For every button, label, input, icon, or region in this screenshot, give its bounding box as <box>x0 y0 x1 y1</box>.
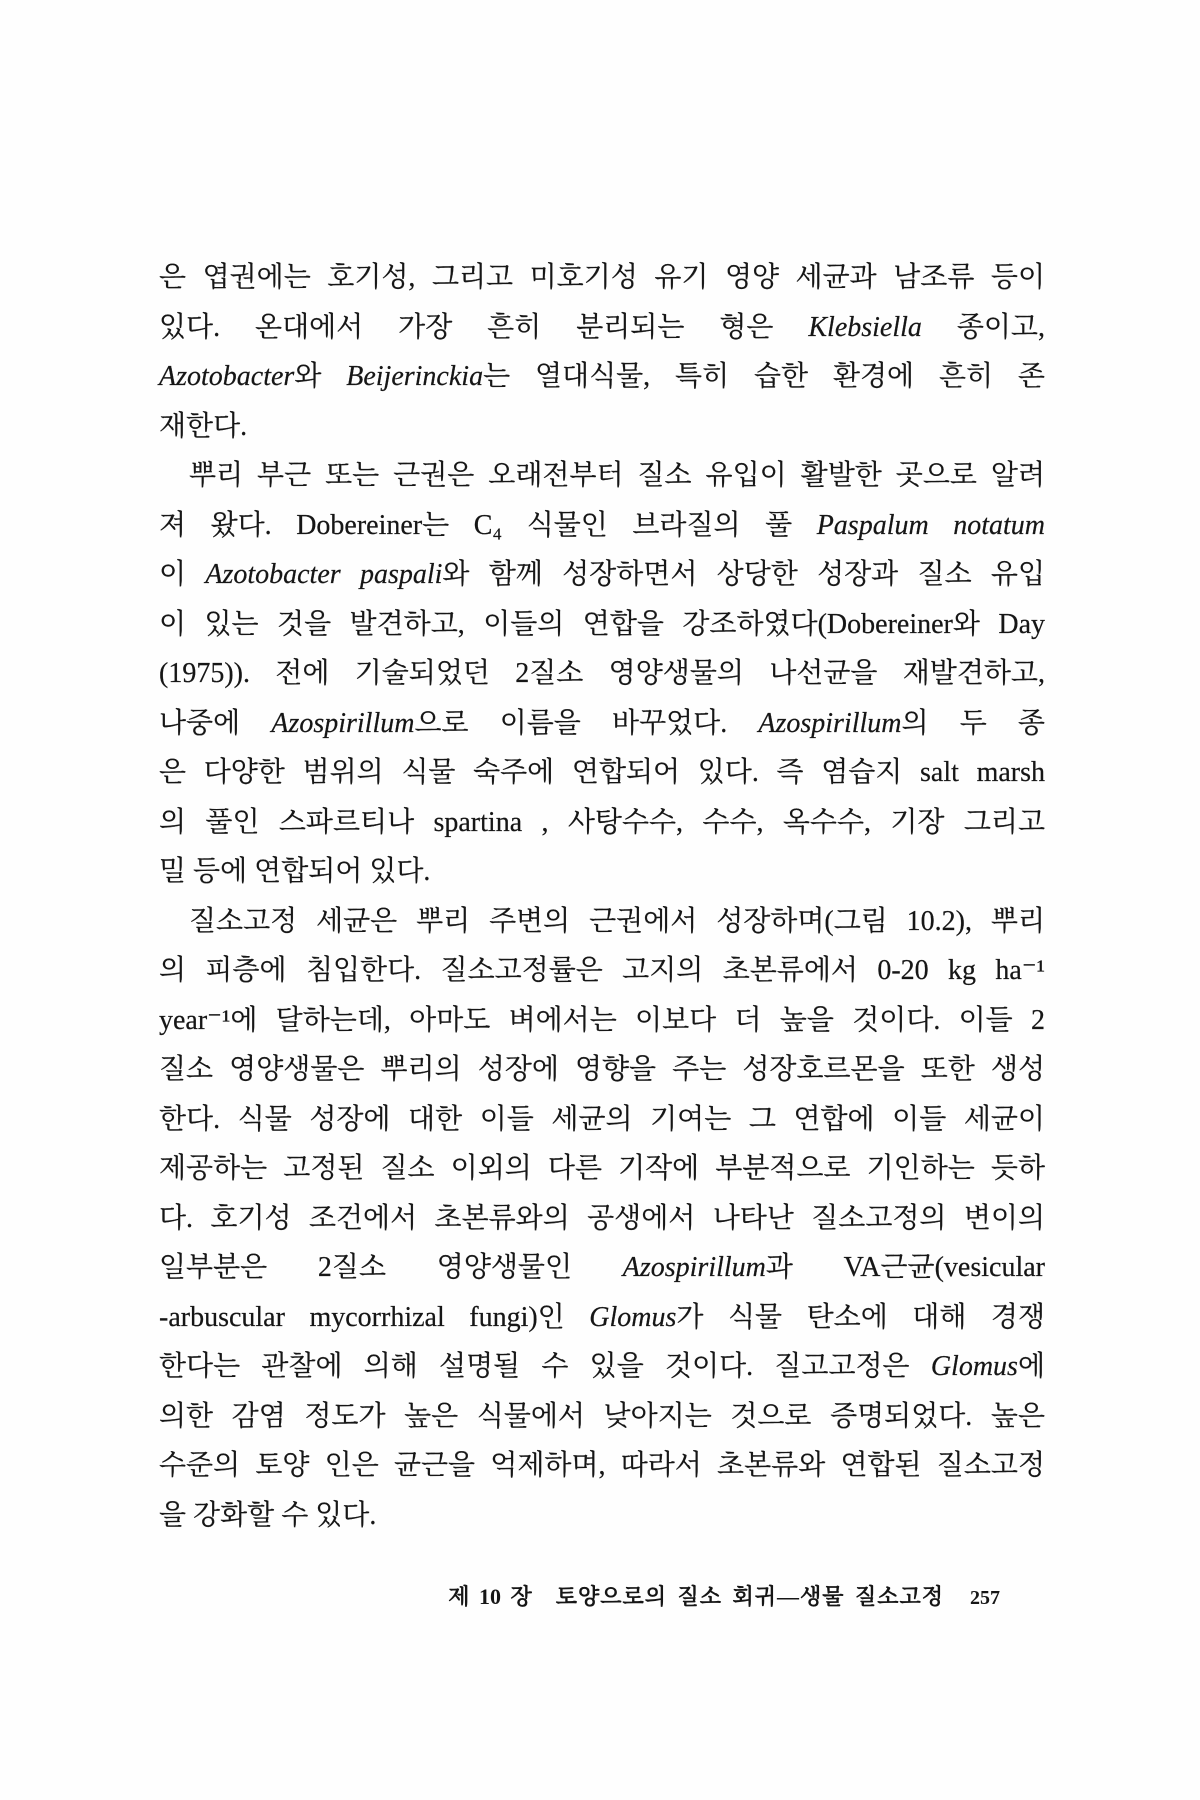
text-line <box>159 1144 1045 1194</box>
text-run: 의 피층에 침입한다. 질소고정률은 고지의 초본류에서 0-20 kg ha⁻¹ <box>159 955 1045 986</box>
chapter-title: 토양으로의 질소 회귀—생물 질소고정 <box>555 1584 944 1609</box>
text-run: 은 엽권에는 호기성, 그리고 미호기성 유기 영양 세균과 남조류 등이 <box>159 262 1045 293</box>
text-line <box>159 996 1045 1046</box>
text-run: 이 있는 것을 발견하고, 이들의 연합을 강조하였다(Dobereiner와 Day <box>159 608 1045 640</box>
italic-term: Glomus <box>930 1351 1018 1382</box>
text-line <box>159 1441 1045 1491</box>
text-run: 과 VA근균(vesicular <box>765 1252 1045 1283</box>
italic-term: Azospirillum <box>271 707 415 739</box>
text-line <box>159 402 1045 452</box>
italic-term: Klebsiella <box>808 311 922 343</box>
text-run: 가 식물 탄소에 대해 경쟁 <box>676 1301 1045 1333</box>
text-line <box>159 1342 1045 1392</box>
text-line <box>159 501 1045 551</box>
text-run: 의 두 종 <box>901 707 1045 739</box>
text-run: 다. 호기성 조건에서 초본류와의 공생에서 나타난 질소고정의 변이의 <box>159 1202 1045 1234</box>
text-line <box>159 748 1045 798</box>
text-run: 밀 등에 연합되어 있다. <box>159 856 431 887</box>
text-line <box>159 649 1045 699</box>
italic-term: Paspalum notatum <box>816 509 1045 541</box>
chapter-label: 제 10 장 <box>448 1584 532 1609</box>
text-line <box>159 1392 1045 1442</box>
text-line <box>159 600 1045 650</box>
text-run: 제공하는 고정된 질소 이외의 다른 기작에 부분적으로 기인하는 듯하 <box>159 1153 1045 1184</box>
text-run: 에 <box>1017 1351 1045 1382</box>
text-line <box>159 798 1045 848</box>
paragraph <box>159 253 1045 451</box>
text-run: 한다. 식물 성장에 대한 이들 세균의 기여는 그 연합에 이들 세균이 <box>159 1103 1045 1135</box>
text-run: 으로 이름을 바꾸었다. <box>414 707 759 739</box>
text-run: 와 함께 성장하면서 상당한 성장과 질소 유입 <box>442 559 1045 590</box>
italic-term: Azospirillum <box>758 707 902 739</box>
text-run: 질소 영양생물은 뿌리의 성장에 영향을 주는 성장호르몬을 또한 생성 <box>159 1054 1045 1085</box>
text-run: 종이고, <box>921 311 1045 343</box>
italic-term: Glomus <box>589 1301 677 1333</box>
italic-term: Azotobacter <box>159 361 295 392</box>
text-run: 수준의 토양 인은 균근을 억제하며, 따라서 초본류와 연합된 질소고정 <box>159 1450 1045 1481</box>
text-line <box>159 699 1045 749</box>
text-run: 일부분은 2질소 영양생물인 <box>159 1252 623 1283</box>
text-run: 의 풀인 스파르티나 spartina , 사탕수수, 수수, 옥수수, 기장 그리고 <box>159 806 1045 838</box>
text-line <box>159 847 1045 897</box>
text-run: (1975)). 전에 기술되었던 2질소 영양생물의 나선균을 재발견하고, <box>159 658 1045 689</box>
text-run: 을 강화할 수 있다. <box>159 1499 377 1531</box>
text-run: 져 왔다. Dobereiner는 C₄ 식물인 브라질의 풀 <box>159 509 817 541</box>
text-run: 나중에 <box>159 707 272 739</box>
text-line <box>159 1491 1045 1541</box>
text-run: 는 열대식물, 특히 습한 환경에 흔히 존 <box>483 361 1045 392</box>
page-number: 257 <box>970 1587 1000 1609</box>
text-run: 한다는 관찰에 의해 설명될 수 있을 것이다. 질고고정은 <box>159 1351 931 1382</box>
text-line <box>159 946 1045 996</box>
text-run: 있다. 온대에서 가장 흔히 분리되는 형은 <box>159 311 809 343</box>
paragraph <box>159 897 1045 1541</box>
text-run: 질소고정 세균은 뿌리 주변의 근권에서 성장하며(그림 10.2), 뿌리 <box>189 905 1045 937</box>
text-line <box>159 352 1045 402</box>
text-run: 의한 감염 정도가 높은 식물에서 낮아지는 것으로 증명되었다. 높은 <box>159 1400 1045 1432</box>
text-line <box>159 253 1045 303</box>
running-footer <box>448 1580 1000 1614</box>
text-run: 은 다양한 범위의 식물 숙주에 연합되어 있다. 즉 염습지 salt marsh <box>159 757 1045 788</box>
text-line <box>159 1194 1045 1244</box>
text-run: 와 <box>294 361 347 392</box>
text-line <box>159 303 1045 353</box>
text-line <box>159 1095 1045 1145</box>
text-line <box>159 1293 1045 1343</box>
text-run: 재한다. <box>159 410 248 442</box>
text-line <box>159 897 1045 947</box>
italic-term: Azospirillum <box>622 1252 766 1283</box>
italic-term: Azotobacter paspali <box>205 559 443 590</box>
text-run: 이 <box>159 559 206 590</box>
text-run: 뿌리 부근 또는 근권은 오래전부터 질소 유입이 활발한 곳으로 알려 <box>189 460 1045 491</box>
text-line <box>159 1243 1045 1293</box>
paragraph <box>159 451 1045 897</box>
italic-term: Beijerinckia <box>346 361 484 392</box>
text-line <box>159 451 1045 501</box>
text-line <box>159 1045 1045 1095</box>
text-line <box>159 550 1045 600</box>
body-text <box>159 253 1045 1540</box>
text-run: -arbuscular mycorrhizal fungi)인 <box>159 1301 590 1333</box>
text-run: year⁻¹에 달하는데, 아마도 벼에서는 이보다 더 높을 것이다. 이들 2 <box>159 1004 1045 1036</box>
